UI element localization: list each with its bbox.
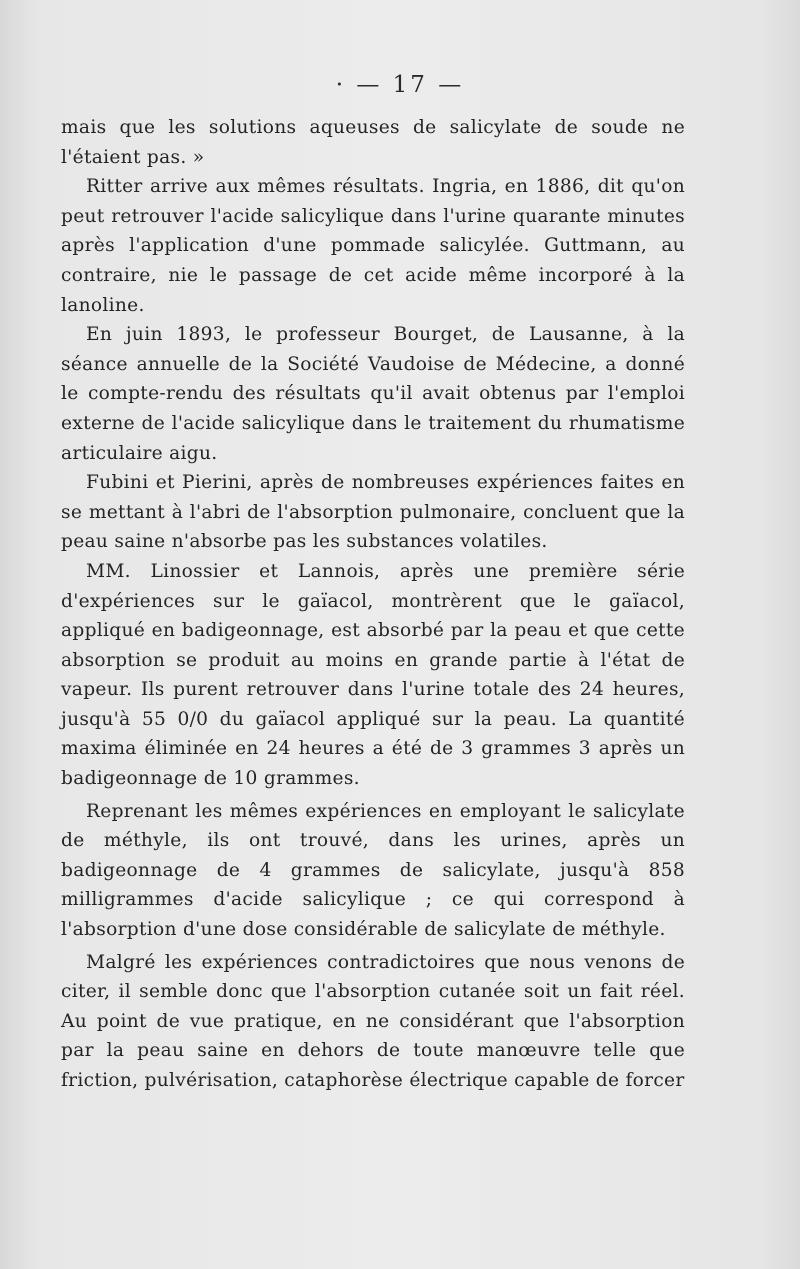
paragraph-malgre: Malgré les expériences contradictoires que nous venons de citer, il semble donc que l'absorption cutanée soit un fait réel. Au point de vue pratique, en ne considérant que l'absorption par la peau saine en dehors de toute manœuvre telle que friction, pulvérisation, cataphorèse électrique capable de forcer: [61, 951, 685, 1091]
paragraph-reprenant: Reprenant les mêmes expériences en employant le salicylate de méthyle, ils ont trouvé, dans les urines, après un badigeonnage de 4 grammes de salicylate, jusqu'à 858 milligrammes d'acide salicylique ; ce qui correspond à l'absorption d'une dose considérable de salicylate de méthyle.: [61, 800, 685, 941]
body-text: [61, 113, 685, 1096]
paragraph-linossier: MM. Linossier et Lannois, après une première série d'expériences sur le gaïacol, montrèrent que le gaïacol, appliqué en badigeonnage, est absorbé par la peau et que cette absorption se produit au moins en grande partie à l'état de vapeur. Ils purent retrouver dans l'urine totale des 24 heures, jusqu'à 55 0/0 du gaïacol appliqué sur la peau. La quantité maxima éliminée en 24 heures a été de 3 grammes 3 après un badigeonnage de 10 grammes.: [61, 560, 685, 790]
page-number-header: · — 17 —: [335, 72, 465, 98]
paragraph-fubini: Fubini et Pierini, après de nombreuses expériences faites en se mettant à l'abri de l'absorption pulmonaire, concluent que la peau saine n'absorbe pas les substances volatiles.: [61, 472, 685, 553]
paragraph-bourget: En juin 1893, le professeur Bourget, de Lausanne, à la séance annuelle de la Société Vaudoise de Médecine, a donné le compte-rendu des résultats qu'il avait obtenus par l'emploi externe de l'acide salicylique dans le traitement du rhumatisme articulaire aigu.: [61, 324, 685, 464]
paragraph-continuation: mais que les solutions aqueuses de salicylate de soude ne l'étaient pas. »: [61, 117, 685, 168]
paragraph-ritter: Ritter arrive aux mêmes résultats. Ingria, en 1886, dit qu'on peut retrouver l'acide salicylique dans l'urine quarante minutes après l'application d'une pommade salicylée. Guttmann, au contraire, nie le passage de cet acide même incorporé à la lanoline.: [61, 176, 685, 316]
